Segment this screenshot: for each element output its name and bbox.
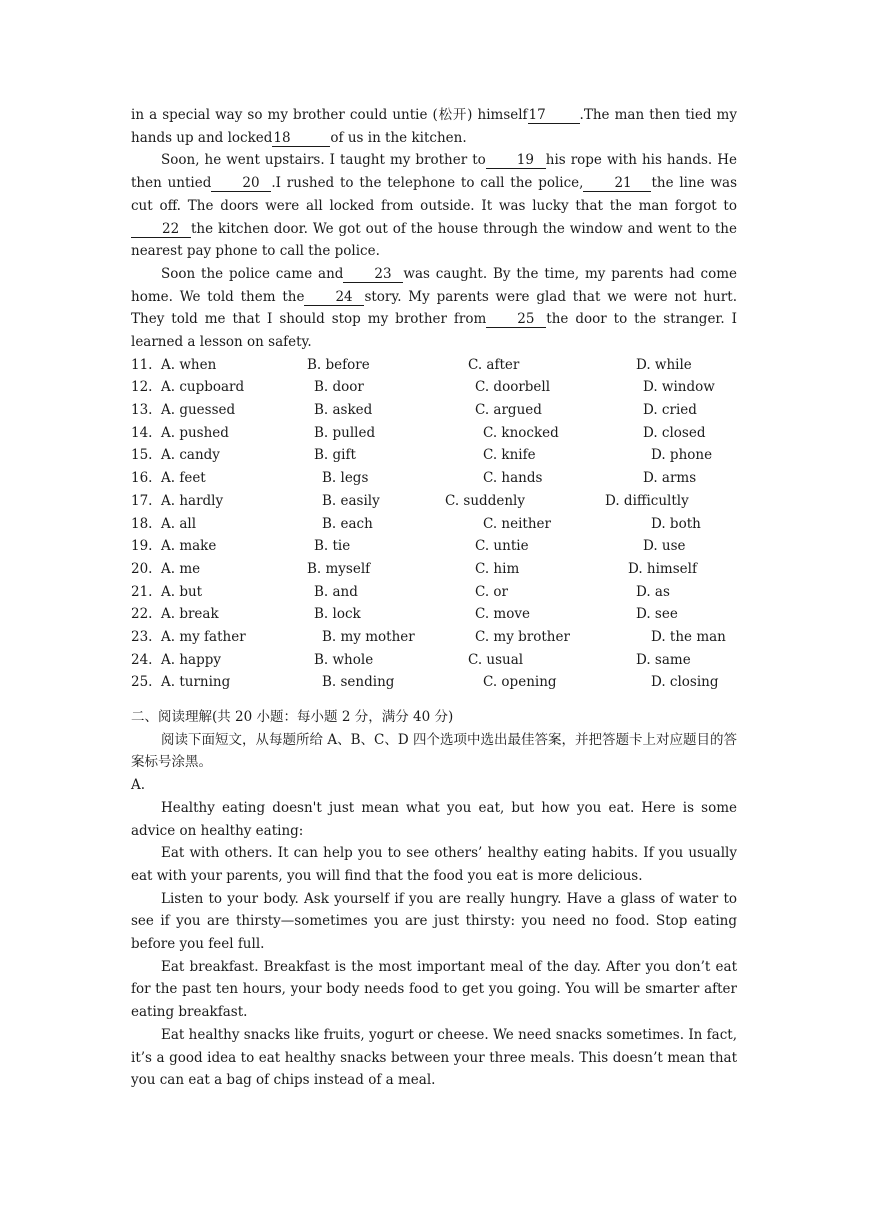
option-d: D. difficultly <box>605 492 689 509</box>
option-row-20 <box>131 558 737 581</box>
option-d: D. phone <box>651 447 713 464</box>
option-b: B. sending <box>322 674 395 691</box>
cloze-text: the door to the stranger. I learned a lesson on safety. <box>131 311 737 351</box>
option-a: A. me <box>161 560 201 577</box>
option-d: D. both <box>651 515 701 532</box>
option-a: A. hardly <box>161 492 224 509</box>
option-a: A. happy <box>161 651 221 668</box>
option-c: C. knocked <box>483 424 559 441</box>
option-row-22 <box>131 603 737 626</box>
option-row-24 <box>131 649 737 672</box>
cloze-text: in a special way so my brother could untie (松开) himself <box>131 107 528 123</box>
option-b: B. lock <box>314 606 361 623</box>
question-number: 18. <box>131 515 153 532</box>
option-d: D. same <box>636 651 691 668</box>
option-d: D. closing <box>651 674 719 691</box>
option-c: C. after <box>468 356 520 373</box>
question-number: 12. <box>131 379 153 396</box>
blank-22: 22 <box>131 221 191 238</box>
option-d: D. himself <box>628 560 697 577</box>
question-number: 13. <box>131 402 153 419</box>
option-b: B. before <box>307 356 370 373</box>
option-row-11 <box>131 354 737 377</box>
question-number: 17. <box>131 492 153 509</box>
option-b: B. door <box>314 379 364 396</box>
option-d: D. see <box>636 606 678 623</box>
option-c: C. move <box>475 606 530 623</box>
option-c: C. knife <box>483 447 536 464</box>
option-c: C. neither <box>483 515 551 532</box>
option-b: B. and <box>314 583 358 600</box>
question-number: 14. <box>131 424 153 441</box>
option-d: D. use <box>643 538 686 555</box>
blank-19: 19 <box>486 152 546 169</box>
option-c: C. untie <box>475 538 529 555</box>
option-row-17 <box>131 490 737 513</box>
option-a: A. feet <box>161 470 206 487</box>
option-b: B. asked <box>314 402 373 419</box>
option-b: B. gift <box>314 447 356 464</box>
option-a: A. cupboard <box>161 379 245 396</box>
cloze-text: .I rushed to the telephone to call the police, <box>271 175 584 192</box>
option-row-18 <box>131 513 737 536</box>
option-a: A. turning <box>161 674 231 691</box>
question-number: 20. <box>131 560 153 577</box>
cloze-options-list <box>131 354 737 694</box>
option-a: A. candy <box>161 447 220 464</box>
cloze-text: the kitchen door. We got out of the house through the window and went to the nearest pay phone to call the police. <box>131 220 737 260</box>
option-row-12 <box>131 376 737 399</box>
passage-label: A. <box>131 777 146 794</box>
option-c: C. or <box>475 583 509 600</box>
option-a: A. when <box>161 356 217 373</box>
question-number: 24. <box>131 651 153 668</box>
question-number: 19. <box>131 538 153 555</box>
exam-page <box>131 104 737 1092</box>
question-number: 25. <box>131 674 153 691</box>
option-b: B. pulled <box>314 424 376 441</box>
blank-21: 21 <box>583 175 651 192</box>
option-b: B. myself <box>307 560 371 577</box>
option-a: A. pushed <box>161 424 229 441</box>
option-c: C. argued <box>475 402 542 419</box>
option-c: C. my brother <box>475 628 570 645</box>
option-d: D. closed <box>643 424 706 441</box>
option-row-19 <box>131 535 737 558</box>
option-b: B. tie <box>314 538 351 555</box>
option-row-16 <box>131 467 737 490</box>
cloze-text: his rope with his hands. He then untied <box>131 152 737 192</box>
option-b: B. my mother <box>322 628 415 645</box>
option-b: B. legs <box>322 470 369 487</box>
option-a: A. but <box>161 583 203 600</box>
cloze-text: the line was cut off. The doors were all locked from outside. It was lucky that the man forgot to <box>131 175 738 214</box>
option-a: A. break <box>161 606 219 623</box>
passage-paragraph: Eat with others. It can help you to see others’ healthy eating habits. If you usually eat with your parents, you will find that the food you eat is more delicious. <box>131 845 737 884</box>
cloze-paragraph-2 <box>131 149 737 263</box>
option-row-25 <box>131 671 737 694</box>
question-number: 22. <box>131 606 153 623</box>
cloze-paragraph-1 <box>131 104 737 149</box>
option-b: B. whole <box>314 651 374 668</box>
option-row-23 <box>131 626 737 649</box>
blank-25: 25 <box>486 311 546 328</box>
cloze-text: Soon, he went upstairs. I taught my brother to <box>161 152 486 169</box>
option-c: C. opening <box>483 674 557 691</box>
option-a: A. all <box>161 515 197 532</box>
question-number: 15. <box>131 447 153 464</box>
option-d: D. the man <box>651 628 726 645</box>
cloze-text: .The man then tied my hands up and locked <box>131 107 737 146</box>
option-d: D. arms <box>643 470 697 487</box>
section-title: 二、阅读理解(共 20 小题：每小题 2 分，满分 40 分) <box>131 709 454 726</box>
blank-23: 23 <box>343 266 403 283</box>
option-b: B. each <box>322 515 373 532</box>
option-row-21 <box>131 581 737 604</box>
passage-paragraph: Healthy eating doesn't just mean what you eat, but how you eat. Here is some advice on healthy eating: <box>131 799 737 839</box>
question-number: 11. <box>131 356 153 373</box>
question-number: 16. <box>131 470 153 487</box>
option-c: C. usual <box>468 651 524 668</box>
cloze-text: story. My parents were glad that we were not hurt. They told me that I should stop my brother from <box>131 288 737 328</box>
cloze-text: of us in the kitchen. <box>330 129 467 146</box>
cloze-text: Soon the police came and <box>161 265 344 282</box>
cloze-text: was caught. By the time, my parents had come home. We told them the <box>131 265 737 305</box>
option-row-14 <box>131 422 737 445</box>
option-d: D. cried <box>643 402 697 419</box>
question-number: 23. <box>131 628 153 645</box>
passage-paragraph: Eat healthy snacks like fruits, yogurt or cheese. We need snacks sometimes. In fact, it’s a good idea to eat healthy snacks between your three meals. This doesn’t mean that you can eat a bag of chips instead of a meal. <box>131 1026 737 1089</box>
option-d: D. while <box>636 356 692 373</box>
option-c: C. suddenly <box>445 492 525 509</box>
option-d: D. window <box>643 379 715 396</box>
option-c: C. him <box>475 560 520 577</box>
option-row-13 <box>131 399 737 422</box>
option-a: A. guessed <box>161 402 236 419</box>
blank-18: 18 <box>272 130 330 147</box>
question-number: 21. <box>131 583 153 600</box>
option-c: C. hands <box>483 470 543 487</box>
option-b: B. easily <box>322 492 380 509</box>
blank-20: 20 <box>211 175 271 192</box>
blank-24: 24 <box>304 289 364 306</box>
passage-paragraph: Eat breakfast. Breakfast is the most important meal of the day. After you don’t eat for the past ten hours, your body needs food to get you going. You will be smarter after eating breakfast. <box>131 958 737 1021</box>
option-a: A. my father <box>161 628 246 645</box>
option-d: D. as <box>636 583 670 600</box>
blank-17: 17 <box>528 107 580 124</box>
option-a: A. make <box>161 538 217 555</box>
cloze-paragraph-3 <box>131 263 737 354</box>
option-c: C. doorbell <box>475 379 551 396</box>
section-instructions: 阅读下面短文，从每题所给 A、B、C、D 四个选项中选出最佳答案，并把答题卡上对应题目的答案标号涂黑。 <box>131 731 737 771</box>
passage-paragraph: Listen to your body. Ask yourself if you are really hungry. Have a glass of water to see if you are thirsty—sometimes you are just thirsty: you need no food. Stop eating before you feel full. <box>131 890 737 953</box>
option-row-15 <box>131 444 737 467</box>
